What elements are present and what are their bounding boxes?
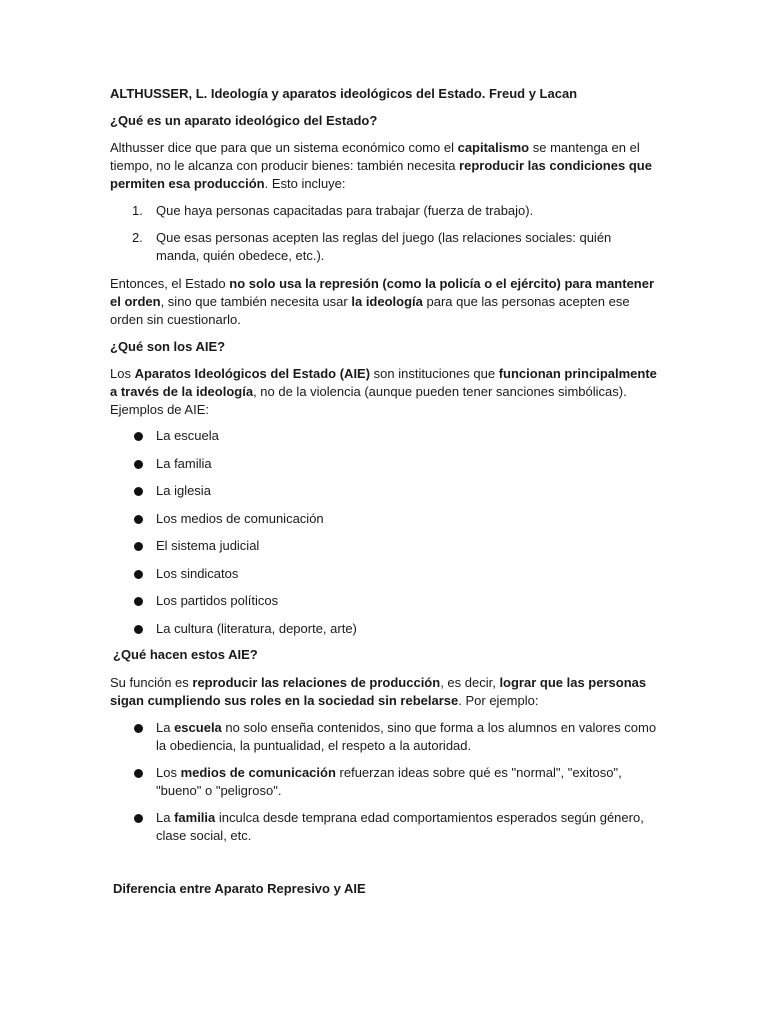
list-item: El sistema judicial (110, 537, 658, 555)
bullet-icon (134, 814, 143, 823)
list-item: La familia inculca desde temprana edad comportamientos esperados según género, clase social, etc. (110, 809, 658, 845)
bullet-icon (134, 487, 143, 496)
list-item: Los medios de comunicación (110, 510, 658, 528)
list-item (110, 229, 658, 265)
paragraph-estado: Entonces, el Estado no solo usa la represión (como la policía o el ejército) para mantener el orden, sino que también necesita usar la ideología para que las personas acepten ese orden sin cuestionarlo. (110, 276, 655, 327)
bullet-icon (134, 432, 143, 441)
list-item: La cultura (literatura, deporte, arte) (110, 620, 658, 638)
list-marker: 2. (132, 230, 143, 245)
list-item: Los partidos políticos (110, 592, 658, 610)
numbered-list (110, 202, 658, 265)
list-item-text: Que esas personas acepten las reglas del juego (las relaciones sociales: quién manda, quién obedece, etc.). (156, 230, 612, 263)
paragraph-aie-def: Los Aparatos Ideológicos del Estado (AIE) son instituciones que funcionan principalmente a través de la ideología, no de la violencia (aunque pueden tener sanciones simbólicas). Ejemplos de AIE: (110, 366, 657, 417)
aie-examples-list (110, 427, 658, 638)
heading-que-son-aie: ¿Qué son los AIE? (110, 339, 226, 354)
list-item: La familia (110, 455, 658, 473)
list-item-text: Que haya personas capacitadas para trabajar (fuerza de trabajo). (156, 203, 534, 218)
list-item (110, 202, 658, 220)
heading-que-hacen-aie: ¿Qué hacen estos AIE? (113, 647, 258, 662)
list-item: La escuela (110, 427, 658, 445)
list-marker: 1. (132, 203, 143, 218)
document-title: ALTHUSSER, L. Ideología y aparatos ideológicos del Estado. Freud y Lacan (110, 86, 578, 101)
bullet-icon (134, 625, 143, 634)
bullet-icon (134, 515, 143, 524)
bullet-icon (134, 460, 143, 469)
heading-diferencia: Diferencia entre Aparato Represivo y AIE (113, 881, 366, 896)
list-item: Los medios de comunicación refuerzan ideas sobre qué es "normal", "exitoso", "bueno" o "peligroso". (110, 764, 658, 800)
bullet-icon (134, 769, 143, 778)
list-item: La iglesia (110, 482, 658, 500)
aie-effects-list (110, 719, 658, 845)
paragraph-intro: Althusser dice que para que un sistema económico como el capitalismo se mantenga en el tiempo, no le alcanza con producir bienes: también necesita reproducir las condiciones que permiten esa producción. Esto incluye: (110, 140, 652, 191)
heading-que-es-aie: ¿Qué es un aparato ideológico del Estado? (110, 113, 378, 128)
list-item: Los sindicatos (110, 565, 658, 583)
list-item: La escuela no solo enseña contenidos, sino que forma a los alumnos en valores como la obediencia, la puntualidad, el respeto a la autoridad. (110, 719, 658, 755)
bullet-icon (134, 597, 143, 606)
bullet-icon (134, 570, 143, 579)
bullet-icon (134, 542, 143, 551)
bullet-icon (134, 724, 143, 733)
paragraph-funcion: Su función es reproducir las relaciones de producción, es decir, lograr que las personas sigan cumpliendo sus roles en la sociedad sin rebelarse. Por ejemplo: (110, 675, 647, 708)
